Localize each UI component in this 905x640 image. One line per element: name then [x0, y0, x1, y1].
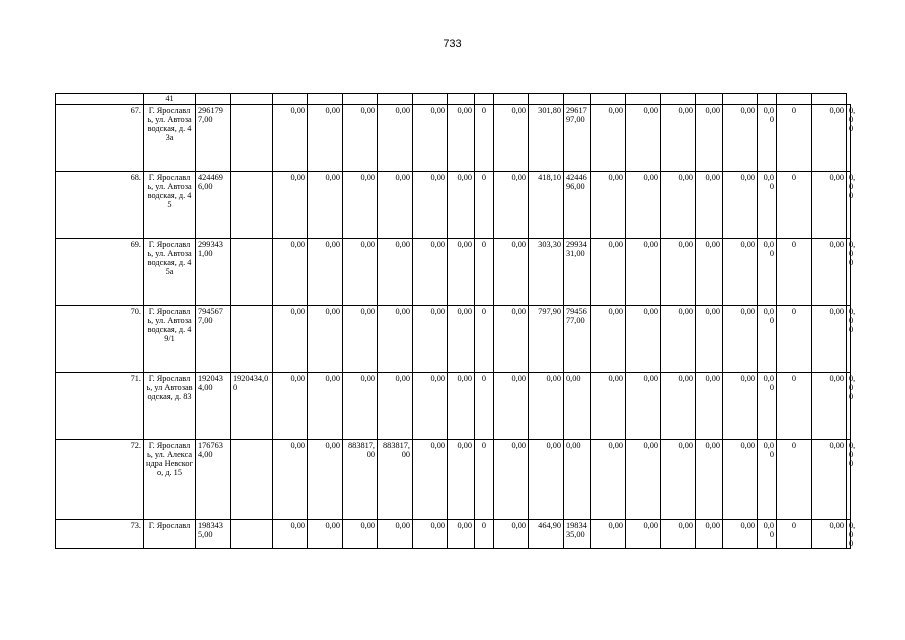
value-cell: 7945677,00: [196, 306, 231, 373]
value-cell: 0,00: [812, 520, 847, 549]
value-cell: 0,00: [812, 373, 847, 440]
value-cell: [231, 520, 273, 549]
value-cell: 0,00: [343, 306, 378, 373]
value-cell: 0,00: [413, 172, 448, 239]
value-cell: 0,00: [723, 105, 758, 172]
value-cell: 301,80: [529, 105, 564, 172]
value-cell: 0: [475, 440, 494, 520]
value-cell: 0,00: [564, 373, 591, 440]
value-cell: 0,00: [308, 520, 343, 549]
value-cell: 0,00: [308, 239, 343, 306]
value-cell: 2961797,00: [196, 105, 231, 172]
value-cell: 0,00: [812, 306, 847, 373]
value-cell: 0,00: [448, 172, 475, 239]
value-cell: 0,00: [723, 172, 758, 239]
value-cell: 0,00: [661, 105, 696, 172]
value-cell: 0,00: [812, 172, 847, 239]
address-cell: Г. Ярославль, ул Автозаводская, д. 83: [144, 373, 196, 440]
value-cell: 0,00: [723, 373, 758, 440]
value-cell: 0,00: [661, 172, 696, 239]
value-cell: 1920434,00: [231, 373, 273, 440]
value-cell: 0,00: [343, 172, 378, 239]
value-cell: 0,00: [494, 373, 529, 440]
value-cell: 0,00: [626, 239, 661, 306]
value-cell: 0,00: [413, 105, 448, 172]
value-cell: 883817,00: [343, 440, 378, 520]
value-cell: 0,00: [494, 520, 529, 549]
value-cell: 0,00: [378, 105, 413, 172]
value-cell: [231, 306, 273, 373]
value-cell: 0: [475, 172, 494, 239]
value-cell: 0,00: [529, 440, 564, 520]
value-cell: 0,00: [273, 239, 308, 306]
row-number: 71.: [56, 373, 144, 440]
value-cell: 0,00: [812, 239, 847, 306]
value-cell: 0,00: [812, 440, 847, 520]
value-cell: 0,00: [494, 306, 529, 373]
value-cell: 0,00: [847, 172, 851, 239]
value-cell: 0,00: [758, 172, 777, 239]
value-cell: 0,00: [696, 440, 723, 520]
value-cell: 0,00: [626, 105, 661, 172]
value-cell: 0,00: [413, 239, 448, 306]
value-cell: 0,00: [448, 105, 475, 172]
value-cell: 0: [777, 373, 812, 440]
value-cell: 2993431,00: [564, 239, 591, 306]
value-cell: 0,00: [494, 105, 529, 172]
table-row: [56, 520, 851, 549]
table-row: [56, 440, 851, 520]
value-cell: 0,00: [494, 172, 529, 239]
value-cell: 0: [475, 239, 494, 306]
table-row: [56, 373, 851, 440]
address-cell: Г. Ярославль, ул. Александра Невского, д. 15: [144, 440, 196, 520]
value-cell: 0,00: [847, 440, 851, 520]
continuation-row: [56, 94, 851, 105]
value-cell: 0,00: [758, 239, 777, 306]
value-cell: 0,00: [529, 373, 564, 440]
value-cell: 0,00: [591, 239, 626, 306]
value-cell: 0,00: [723, 239, 758, 306]
value-cell: 2961797,00: [564, 105, 591, 172]
value-cell: 0,00: [378, 172, 413, 239]
row-number: 68.: [56, 172, 144, 239]
value-cell: 0,00: [308, 172, 343, 239]
value-cell: 0: [777, 520, 812, 549]
table-row: [56, 306, 851, 373]
value-cell: [231, 239, 273, 306]
value-cell: 0,00: [273, 105, 308, 172]
value-cell: 0,00: [758, 306, 777, 373]
value-cell: 0,00: [343, 239, 378, 306]
value-cell: 0,00: [847, 373, 851, 440]
value-cell: 1767634,00: [196, 440, 231, 520]
value-cell: 0,00: [308, 373, 343, 440]
value-cell: 0: [475, 520, 494, 549]
value-cell: 0,00: [758, 440, 777, 520]
value-cell: 0,00: [413, 373, 448, 440]
value-cell: 0,00: [847, 239, 851, 306]
value-cell: 0,00: [758, 105, 777, 172]
value-cell: 1983435,00: [196, 520, 231, 549]
value-cell: [231, 105, 273, 172]
value-cell: 4244696,00: [196, 172, 231, 239]
value-cell: 0,00: [413, 520, 448, 549]
value-cell: 0,00: [696, 520, 723, 549]
address-cell: Г. Ярославль, ул. Автозаводская, д. 45а: [144, 239, 196, 306]
value-cell: 0: [777, 172, 812, 239]
value-cell: 0,00: [494, 440, 529, 520]
value-cell: 1920434,00: [196, 373, 231, 440]
value-cell: 0: [777, 440, 812, 520]
value-cell: 0,00: [812, 105, 847, 172]
address-cell: Г. Ярославль, ул. Автозаводская, д. 43а: [144, 105, 196, 172]
row-number: 67.: [56, 105, 144, 172]
value-cell: 0,00: [378, 306, 413, 373]
value-cell: 0,00: [413, 306, 448, 373]
value-cell: 0,00: [758, 520, 777, 549]
value-cell: 0,00: [723, 440, 758, 520]
value-cell: 0,00: [661, 373, 696, 440]
value-cell: 0: [777, 105, 812, 172]
value-cell: 0,00: [847, 520, 851, 549]
value-cell: 4244696,00: [564, 172, 591, 239]
value-cell: 0,00: [696, 105, 723, 172]
value-cell: 0,00: [696, 373, 723, 440]
table-body: [56, 94, 856, 549]
value-cell: 0,00: [723, 306, 758, 373]
value-cell: 0,00: [661, 520, 696, 549]
value-cell: 0,00: [696, 306, 723, 373]
value-cell: 0,00: [847, 105, 851, 172]
value-cell: 0,00: [448, 440, 475, 520]
value-cell: 0,00: [343, 520, 378, 549]
value-cell: 0,00: [308, 306, 343, 373]
value-cell: 0,00: [564, 440, 591, 520]
value-cell: 0,00: [378, 373, 413, 440]
value-cell: 0,00: [591, 373, 626, 440]
table-row: [56, 105, 851, 172]
value-cell: 0,00: [273, 172, 308, 239]
value-cell: 0,00: [448, 239, 475, 306]
value-cell: 0,00: [626, 172, 661, 239]
table-row: [56, 239, 851, 306]
value-cell: 0,00: [661, 306, 696, 373]
value-cell: 0,00: [448, 373, 475, 440]
value-cell: 0,00: [308, 105, 343, 172]
value-cell: 1983435,00: [564, 520, 591, 549]
value-cell: 0,00: [626, 520, 661, 549]
value-cell: 0,00: [591, 105, 626, 172]
value-cell: 0,00: [591, 172, 626, 239]
table-row: [56, 172, 851, 239]
value-cell: 0,00: [591, 520, 626, 549]
value-cell: 0,00: [448, 306, 475, 373]
table-cell: [56, 94, 144, 105]
value-cell: 0,00: [661, 440, 696, 520]
row-number: 72.: [56, 440, 144, 520]
value-cell: 0: [777, 239, 812, 306]
value-cell: 0,00: [378, 520, 413, 549]
value-cell: 0: [475, 306, 494, 373]
value-cell: 0,00: [758, 373, 777, 440]
value-cell: 797,90: [529, 306, 564, 373]
value-cell: 0,00: [494, 239, 529, 306]
value-cell: 0,00: [591, 440, 626, 520]
value-cell: 0,00: [273, 306, 308, 373]
value-cell: 0: [475, 373, 494, 440]
value-cell: 0: [777, 306, 812, 373]
address-cell: Г. Ярославль, ул. Автозаводская, д. 49/1: [144, 306, 196, 373]
value-cell: 0,00: [378, 239, 413, 306]
value-cell: 2993431,00: [196, 239, 231, 306]
value-cell: [231, 172, 273, 239]
value-cell: 0,00: [448, 520, 475, 549]
value-cell: 464,90: [529, 520, 564, 549]
row-number: 70.: [56, 306, 144, 373]
value-cell: 0,00: [343, 105, 378, 172]
value-cell: 0,00: [847, 306, 851, 373]
value-cell: 0,00: [696, 239, 723, 306]
value-cell: 0,00: [308, 440, 343, 520]
value-cell: 0,00: [696, 172, 723, 239]
value-cell: 0,00: [273, 440, 308, 520]
value-cell: 0,00: [723, 520, 758, 549]
value-cell: 0,00: [661, 239, 696, 306]
value-cell: 303,30: [529, 239, 564, 306]
data-table: [55, 93, 856, 549]
address-cell: Г. Ярославл: [144, 520, 196, 549]
value-cell: 0,00: [413, 440, 448, 520]
value-cell: 0,00: [626, 306, 661, 373]
value-cell: 883817,00: [378, 440, 413, 520]
row-number: 69.: [56, 239, 144, 306]
value-cell: 0: [475, 105, 494, 172]
value-cell: 0,00: [273, 520, 308, 549]
value-cell: 0,00: [626, 440, 661, 520]
value-cell: 0,00: [273, 373, 308, 440]
value-cell: 7945677,00: [564, 306, 591, 373]
address-cell: Г. Ярославль, ул. Автозаводская, д. 45: [144, 172, 196, 239]
value-cell: 418,10: [529, 172, 564, 239]
value-cell: 0,00: [626, 373, 661, 440]
value-cell: 0,00: [343, 373, 378, 440]
value-cell: 0,00: [591, 306, 626, 373]
continuation-text: 41: [144, 94, 196, 105]
page-number: 733: [443, 38, 462, 50]
value-cell: [231, 440, 273, 520]
row-number: 73.: [56, 520, 144, 549]
